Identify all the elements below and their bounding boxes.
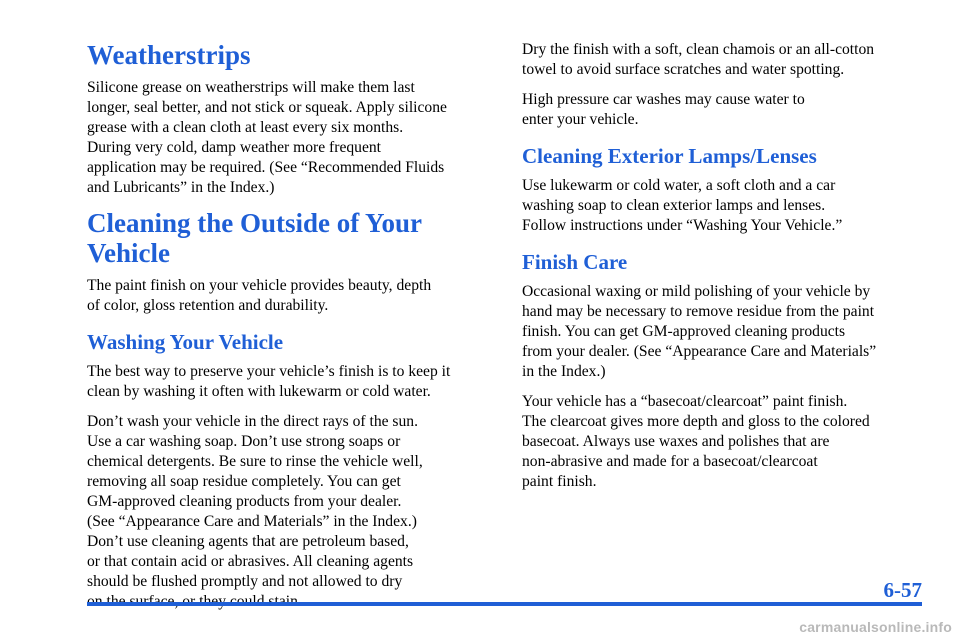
heading-cleaning-lamps: Cleaning Exterior Lamps/Lenses: [522, 144, 817, 168]
paragraph-washing-1: The best way to preserve your vehicle’s finish is to keep it clean by washing it often with lukewarm or cold water.: [87, 363, 451, 400]
right-column: [522, 40, 932, 502]
heading-finish-care: Finish Care: [522, 250, 628, 274]
paragraph-high-pressure: High pressure car washes may cause water to enter your vehicle.: [522, 91, 805, 128]
paragraph-weatherstrips: Silicone grease on weatherstrips will make them last longer, seal better, and not stick or squeak. Apply silicone grease with a clean cloth at least every six months. During very cold, damp weather more frequent application may be required. (See “Recommended Fluids and Lubricants” in the Index.): [87, 79, 447, 196]
paragraph-cleaning-outside: The paint finish on your vehicle provides beauty, depth of color, gloss retention and durability.: [87, 277, 432, 314]
left-column: [87, 40, 492, 622]
paragraph-finish-care-2: Your vehicle has a “basecoat/clearcoat” paint finish. The clearcoat gives more depth and gloss to the colored basecoat. Always use waxes and polishes that are non‑abrasive and made for a basecoat/clearcoat paint finish.: [522, 393, 870, 490]
heading-washing-vehicle: Washing Your Vehicle: [87, 330, 284, 354]
watermark: carmanualsonline.info: [799, 619, 952, 635]
heading-weatherstrips: Weatherstrips: [87, 40, 251, 70]
paragraph-finish-care-1: Occasional waxing or mild polishing of your vehicle by hand may be necessary to remove residue from the paint finish. You can get GM‑approved cleaning products from your dealer. (See “Appearance Care and Materials” in the Index.): [522, 283, 877, 380]
page-number: 6-57: [883, 578, 922, 602]
paragraph-dry-finish: Dry the finish with a soft, clean chamois or an all‑cotton towel to avoid surface scratches and water spotting.: [522, 41, 875, 78]
paragraph-cleaning-lamps: Use lukewarm or cold water, a soft cloth and a car washing soap to clean exterior lamps and lenses. Follow instructions under “Washing Your Vehicle.”: [522, 177, 843, 234]
footer-rule: [87, 602, 922, 606]
paragraph-washing-2: Don’t wash your vehicle in the direct rays of the sun. Use a car washing soap. Don’t use strong soaps or chemical detergents. Be sure to rinse the vehicle well, removing all soap residue completely. You can get GM‑approved cleaning products from your dealer. (See “Appearance Care and Materials” in the Index.) Don’t use cleaning agents that are petroleum based, or that contain acid or abrasives. All cleaning agents should be flushed promptly and not allowed to dry: [87, 413, 423, 590]
heading-cleaning-outside: Cleaning the Outside of Your Vehicle: [87, 208, 422, 268]
